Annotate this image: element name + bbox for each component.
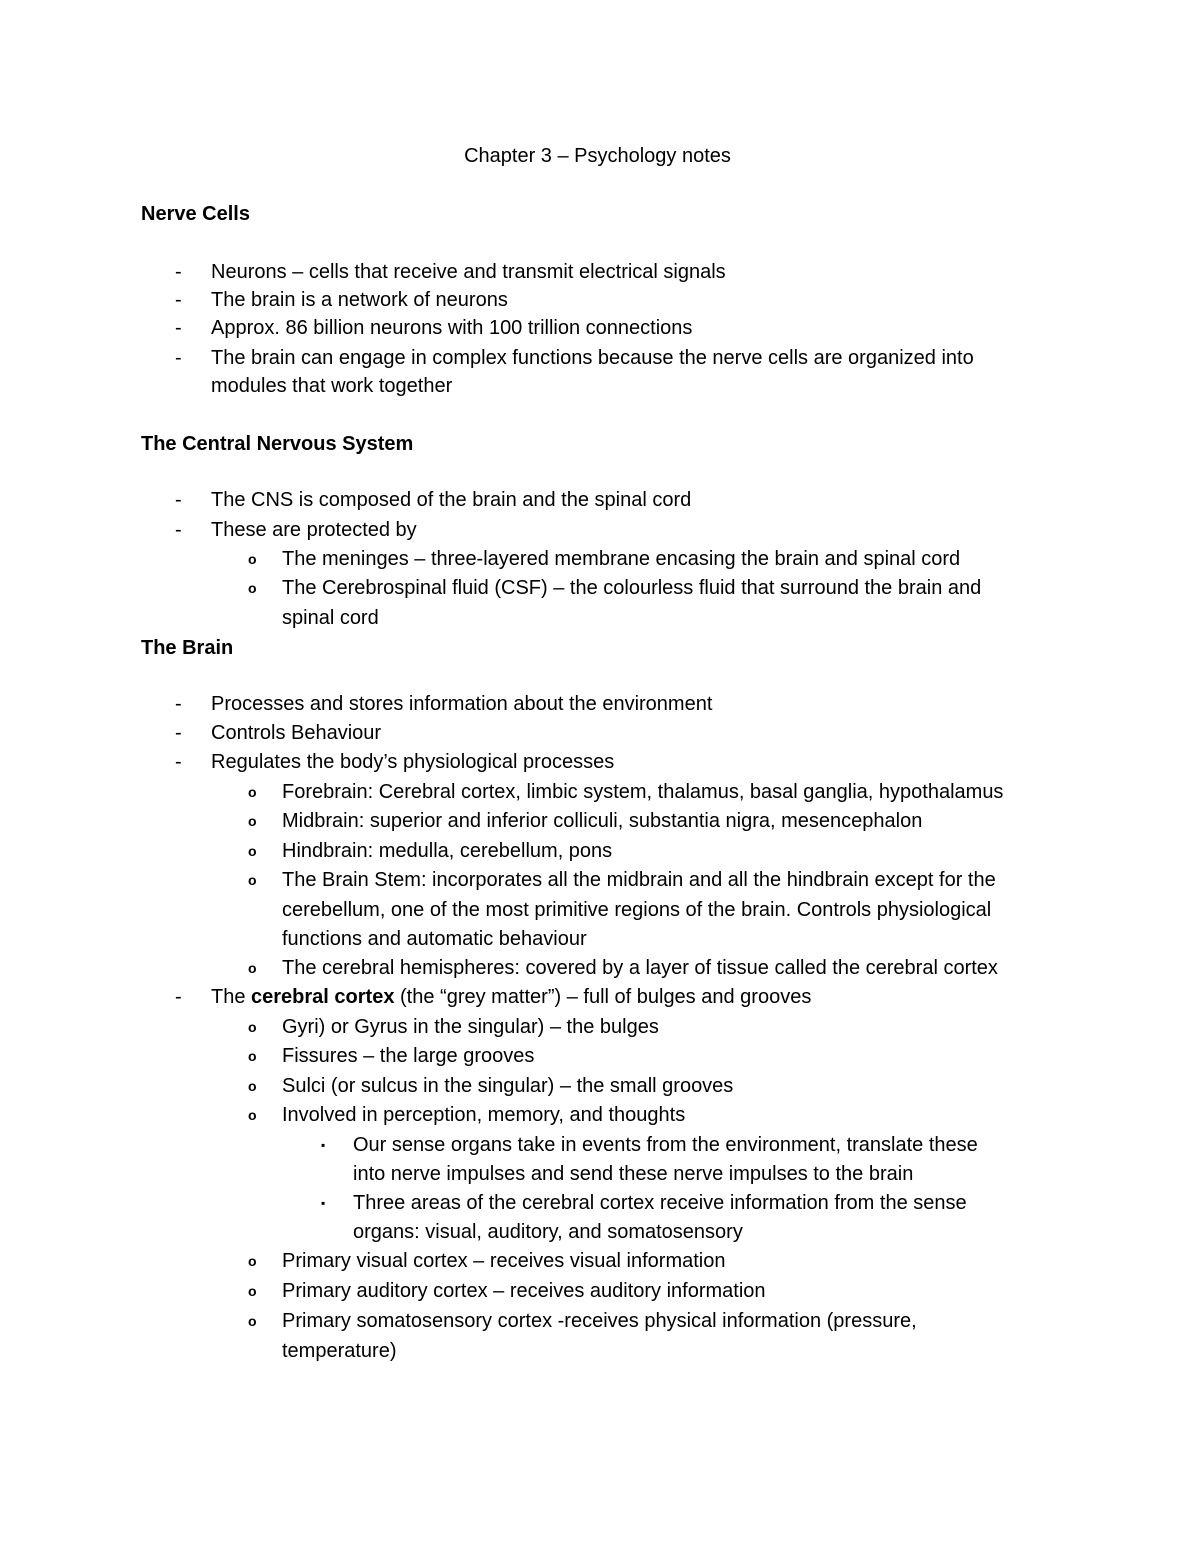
list-item: The meninges – three-layered membrane encasing the brain and spinal cord bbox=[282, 548, 961, 570]
circle-bullet: o bbox=[248, 960, 257, 976]
list-item-continuation: functions and automatic behaviour bbox=[282, 928, 587, 950]
dash-bullet: - bbox=[175, 519, 182, 541]
list-item: Gyri) or Gyrus in the singular) – the bulges bbox=[282, 1016, 659, 1038]
list-item: Neurons – cells that receive and transmit electrical signals bbox=[211, 261, 726, 283]
list-item: Approx. 86 billion neurons with 100 trillion connections bbox=[211, 317, 693, 339]
list-item: Primary visual cortex – receives visual information bbox=[282, 1250, 726, 1272]
dash-bullet: - bbox=[175, 317, 182, 339]
circle-bullet: o bbox=[248, 1078, 257, 1094]
list-item: Three areas of the cerebral cortex receive information from the sense bbox=[353, 1192, 967, 1214]
list-item: The CNS is composed of the brain and the spinal cord bbox=[211, 489, 692, 511]
list-item: The Cerebrospinal fluid (CSF) – the colourless fluid that surround the brain and bbox=[282, 577, 982, 599]
list-item: Primary auditory cortex – receives auditory information bbox=[282, 1280, 766, 1302]
list-item: The cerebral hemispheres: covered by a layer of tissue called the cerebral cortex bbox=[282, 957, 998, 979]
list-item-continuation: modules that work together bbox=[211, 375, 453, 397]
circle-bullet: o bbox=[248, 784, 257, 800]
list-item: Controls Behaviour bbox=[211, 722, 382, 744]
square-bullet: ▪ bbox=[321, 1138, 326, 1152]
dash-bullet: - bbox=[175, 289, 182, 311]
list-item-continuation: into nerve impulses and send these nerve impulses to the brain bbox=[353, 1163, 914, 1185]
list-item: Processes and stores information about the environment bbox=[211, 693, 713, 715]
section-heading-nerve-cells: Nerve Cells bbox=[141, 203, 250, 225]
page-title: Chapter 3 – Psychology notes bbox=[464, 145, 731, 167]
circle-bullet: o bbox=[248, 1107, 257, 1123]
circle-bullet: o bbox=[248, 1313, 257, 1329]
circle-bullet: o bbox=[248, 1283, 257, 1299]
dash-bullet: - bbox=[175, 751, 182, 773]
list-item: Midbrain: superior and inferior colliculi, substantia nigra, mesencephalon bbox=[282, 810, 923, 832]
dash-bullet: - bbox=[175, 722, 182, 744]
circle-bullet: o bbox=[248, 813, 257, 829]
list-item: Forebrain: Cerebral cortex, limbic system, thalamus, basal ganglia, hypothalamus bbox=[282, 781, 1004, 803]
list-item: The brain is a network of neurons bbox=[211, 289, 508, 311]
dash-bullet: - bbox=[175, 693, 182, 715]
list-item-continuation: temperature) bbox=[282, 1340, 397, 1362]
circle-bullet: o bbox=[248, 1253, 257, 1269]
list-item-cerebral-cortex bbox=[211, 984, 811, 1010]
circle-bullet: o bbox=[248, 1048, 257, 1064]
circle-bullet: o bbox=[248, 1019, 257, 1035]
list-item-text: The bbox=[211, 986, 252, 1008]
circle-bullet: o bbox=[248, 872, 257, 888]
list-item: Involved in perception, memory, and thoughts bbox=[282, 1104, 686, 1126]
dash-bullet: - bbox=[175, 261, 182, 283]
circle-bullet: o bbox=[248, 551, 257, 567]
list-item: Hindbrain: medulla, cerebellum, pons bbox=[282, 840, 613, 862]
list-item-text: (the “grey matter”) – full of bulges and grooves bbox=[394, 986, 812, 1008]
list-item: These are protected by bbox=[211, 519, 417, 541]
list-item-continuation: spinal cord bbox=[282, 607, 379, 629]
square-bullet: ▪ bbox=[321, 1196, 326, 1210]
list-item: Sulci (or sulcus in the singular) – the small grooves bbox=[282, 1075, 734, 1097]
bold-term: cerebral cortex bbox=[251, 986, 395, 1008]
section-heading-cns: The Central Nervous System bbox=[141, 433, 414, 455]
list-item: Fissures – the large grooves bbox=[282, 1045, 535, 1067]
list-item: The Brain Stem: incorporates all the midbrain and all the hindbrain except for the bbox=[282, 869, 996, 891]
circle-bullet: o bbox=[248, 580, 257, 596]
section-heading-brain: The Brain bbox=[141, 637, 234, 659]
dash-bullet: - bbox=[175, 347, 182, 369]
list-item: Regulates the body’s physiological processes bbox=[211, 751, 615, 773]
list-item: Our sense organs take in events from the environment, translate these bbox=[353, 1134, 978, 1156]
dash-bullet: - bbox=[175, 489, 182, 511]
list-item-continuation: organs: visual, auditory, and somatosensory bbox=[353, 1221, 743, 1243]
dash-bullet: - bbox=[175, 986, 182, 1008]
list-item: The brain can engage in complex functions because the nerve cells are organized into bbox=[211, 347, 974, 369]
list-item: Primary somatosensory cortex -receives physical information (pressure, bbox=[282, 1310, 917, 1332]
circle-bullet: o bbox=[248, 843, 257, 859]
list-item-continuation: cerebellum, one of the most primitive regions of the brain. Controls physiological bbox=[282, 899, 992, 921]
